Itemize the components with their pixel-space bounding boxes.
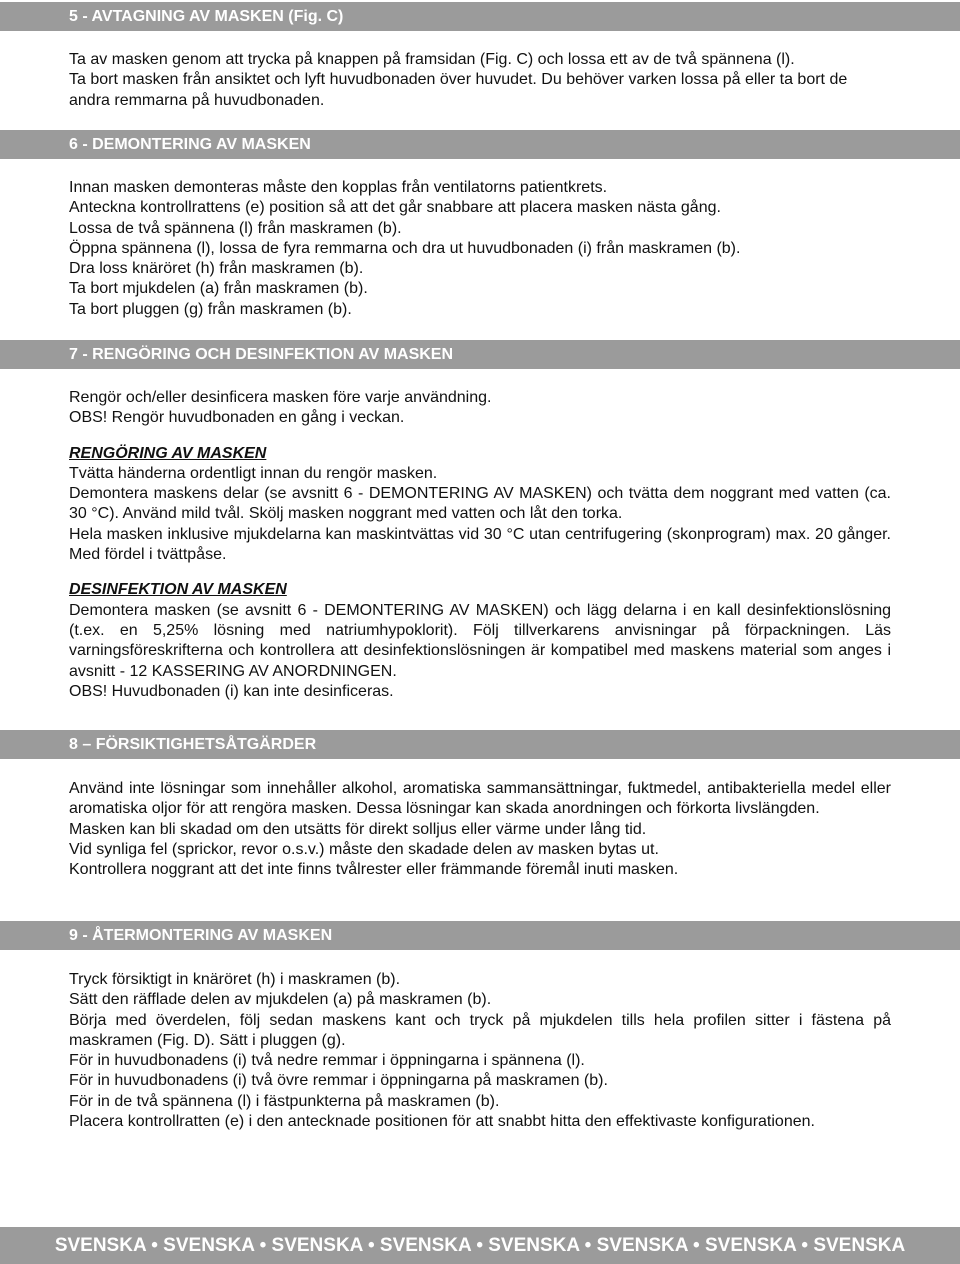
section-6-header: 6 - DEMONTERING AV MASKEN: [0, 130, 960, 159]
subsection-title-disinfection: DESINFEKTION AV MASKEN: [69, 581, 287, 599]
section-8-body: [69, 779, 891, 880]
paragraph: OBS! Rengör huvudbonaden en gång i veckan.: [69, 409, 405, 427]
paragraph: Vid synliga fel (sprickor, revor o.s.v.) måste den skadade delen av masken bytas ut.: [69, 840, 659, 858]
section-6-body: [69, 178, 891, 320]
paragraph: Kontrollera noggrant att det inte finns tvålrester eller främmande föremål inuti masken.: [69, 861, 679, 879]
paragraph: Tryck försiktigt in knäröret (h) i maskramen (b).: [69, 971, 401, 988]
paragraph: Demontera masken (se avsnitt 6 - DEMONTERING AV MASKEN) och lägg delarna i en kall desinfektionslösning (t.ex. en 5,25% lösning med natriumhypoklorit). Följ tillverkarens anvisningar på förpackningen. Läs varningsföreskrifterna och kontrollera att desinfektionslösningen är kompatibel med maskens material som anges i avsnitt - 12 KASSERING AV ANORDNINGEN.: [69, 601, 891, 680]
language-footer: SVENSKA • SVENSKA • SVENSKA • SVENSKA • SVENSKA • SVENSKA • SVENSKA • SVENSKA: [0, 1227, 960, 1264]
section-7-header: 7 - RENGÖRING OCH DESINFEKTION AV MASKEN: [0, 340, 960, 369]
section-5-body: [69, 50, 891, 111]
paragraph: Börja med överdelen, följ sedan maskens kant och tryck på mjukdelen tills hela profilen sitter i fästena på maskramen (Fig. D). Sätt i pluggen (g).: [69, 1011, 891, 1049]
paragraph: Tvätta händerna ordentligt innan du rengör masken.: [69, 464, 438, 482]
paragraph: Ta av masken genom att trycka på knappen på framsidan (Fig. C) och lossa ett av de två spännena (l).: [69, 51, 795, 68]
paragraph: Rengör och/eller desinficera masken före varje användning.: [69, 389, 492, 406]
section-7-body: [69, 388, 891, 702]
section-9-header: 9 - ÅTERMONTERING AV MASKEN: [0, 921, 960, 950]
section-8-header: 8 – FÖRSIKTIGHETSÅTGÄRDER: [0, 730, 960, 759]
list-item: Ta bort pluggen (g) från maskramen (b).: [69, 300, 352, 318]
paragraph: Demontera maskens delar (se avsnitt 6 - DEMONTERING AV MASKEN) och tvätta dem noggrant med vatten (ca. 30 °C). Använd mild tvål. Skölj masken noggrant med vatten och låt den torka.: [69, 485, 891, 523]
paragraph: Använd inte lösningar som innehåller alkohol, aromatiska sammansättningar, fuktmedel, antibakteriella medel eller aromatiska oljor för att rengöra masken. Dessa lösningar kan skada anordningen och förkorta livslängden.: [69, 780, 891, 818]
list-item: Ta bort mjukdelen (a) från maskramen (b).: [69, 280, 368, 298]
list-item: Lossa de två spännena (l) från maskramen (b).: [69, 219, 402, 237]
section-9-body: [69, 970, 891, 1132]
paragraph: Placera kontrollratten (e) i den antecknade positionen för att snabbt hitta den effektivaste konfigurationen.: [69, 1113, 815, 1131]
paragraph: Hela masken inklusive mjukdelarna kan maskintvättas vid 30 °C utan centrifugering (skonprogram) max. 20 gånger. Med fördel i tvättpåse.: [69, 525, 891, 564]
paragraph: Sätt den räfflade delen av mjukdelen (a) på maskramen (b).: [69, 991, 492, 1009]
paragraph: För in huvudbonadens (i) två nedre remmar i öppningarna i spännena (l).: [69, 1052, 585, 1070]
list-item: Öppna spännena (l), lossa de fyra remmarna och dra ut huvudbonaden (i) från maskramen (b).: [69, 239, 741, 257]
list-item: Innan masken demonteras måste den kopplas från ventilatorns patientkrets.: [69, 179, 608, 196]
paragraph: Masken kan bli skadad om den utsätts för direkt solljus eller värme under lång tid.: [69, 820, 647, 838]
paragraph: OBS! Huvudbonaden (i) kan inte desinficeras.: [69, 682, 394, 700]
paragraph: Ta bort masken från ansiktet och lyft huvudbonaden över huvudet. Du behöver varken lossa på eller ta bort de andra remmarna på huvudbonaden.: [69, 71, 848, 109]
section-5-header: 5 - AVTAGNING AV MASKEN (Fig. C): [0, 2, 960, 31]
subsection-title-cleaning: RENGÖRING AV MASKEN: [69, 444, 267, 462]
list-item: Anteckna kontrollrattens (e) position så att det går snabbare att placera masken nästa gång.: [69, 199, 721, 217]
paragraph: För in de två spännena (l) i fästpunkterna på maskramen (b).: [69, 1092, 500, 1110]
paragraph: För in huvudbonadens (i) två övre remmar i öppningarna på maskramen (b).: [69, 1072, 608, 1090]
list-item: Dra loss knäröret (h) från maskramen (b).: [69, 260, 364, 278]
